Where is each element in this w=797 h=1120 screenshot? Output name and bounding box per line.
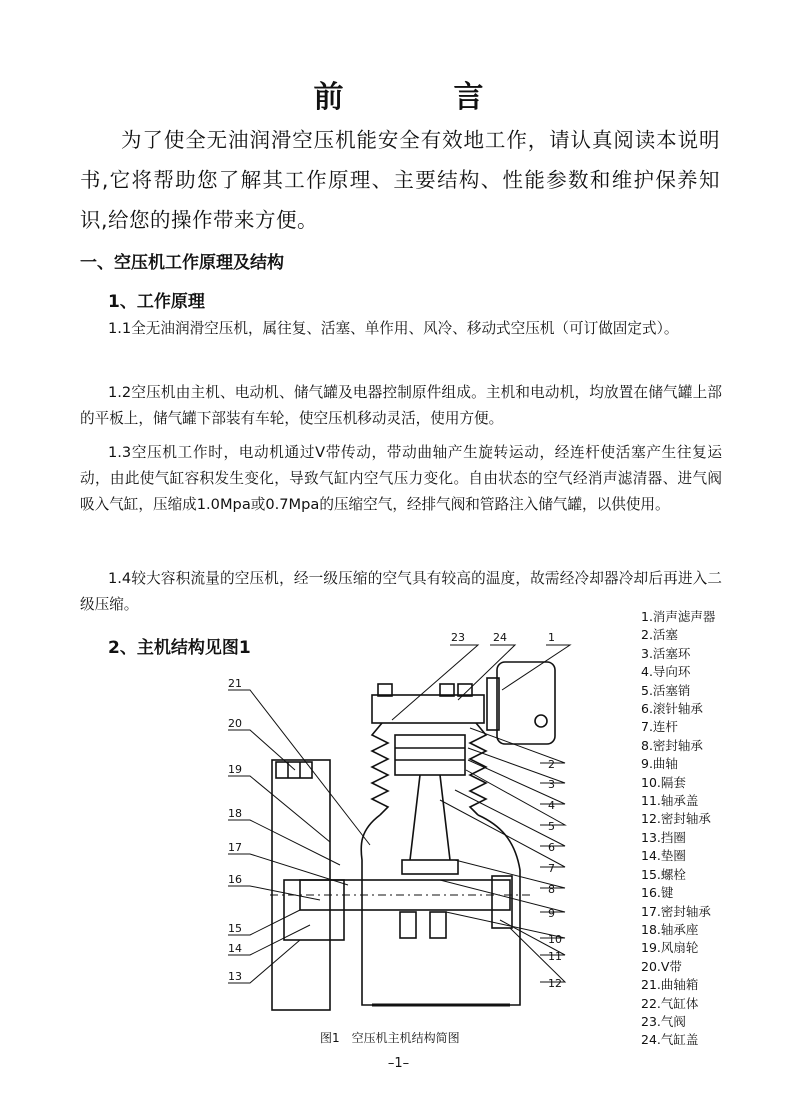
- callout-5: 5: [548, 820, 555, 833]
- legend-item: 3.活塞环: [641, 645, 691, 661]
- callout-2: 2: [548, 758, 555, 771]
- callout-19: 19: [228, 763, 242, 776]
- legend-item: 22.气缸体: [641, 995, 699, 1011]
- legend-item: 11.轴承盖: [641, 793, 699, 809]
- legend-item: 12.密封轴承: [641, 811, 711, 827]
- subsection-heading-principle: 1、工作原理: [108, 292, 205, 312]
- callout-18: 18: [228, 807, 242, 820]
- callout-17: 17: [228, 841, 242, 854]
- piston-shape: [395, 735, 465, 775]
- callout-8: 8: [548, 883, 555, 896]
- page-number: –1–: [387, 1056, 410, 1071]
- legend-item: 4.导向环: [641, 664, 691, 680]
- legend-item: 6.滚针轴承: [641, 701, 703, 717]
- bearing-left-shape: [400, 912, 416, 938]
- callout-9: 9: [548, 907, 555, 920]
- legend-item: 5.活塞销: [641, 682, 691, 698]
- callout-16: 16: [228, 873, 242, 886]
- page-title: 前 言: [313, 80, 524, 115]
- legend-item: 7.连杆: [641, 719, 678, 735]
- section-heading: 一、空压机工作原理及结构: [80, 253, 284, 273]
- callout-10: 10: [548, 933, 562, 946]
- callout-23: 23: [451, 631, 465, 644]
- callout-1: 1: [548, 631, 555, 644]
- parts-legend: [641, 608, 715, 1050]
- legend-item: 18.轴承座: [641, 921, 699, 937]
- callout-7: 7: [548, 862, 555, 875]
- legend-item: 15.螺栓: [641, 866, 686, 882]
- callout-3: 3: [548, 778, 555, 791]
- callout-13: 13: [228, 970, 242, 983]
- legend-item: 19.风扇轮: [641, 940, 699, 956]
- callout-14: 14: [228, 942, 242, 955]
- legend-item: 10.隔套: [641, 774, 686, 790]
- legend-item: 2.活塞: [641, 627, 678, 643]
- legend-item: 9.曲轴: [641, 756, 678, 772]
- v-belt-shape: [276, 762, 312, 778]
- paragraph-1-1: 1.1全无油润滑空压机，属往复、活塞、单作用、风冷、移动式空压机（可订做固定式）。: [108, 320, 679, 337]
- callout-12: 12: [548, 977, 562, 990]
- legend-item: 24.气缸盖: [641, 1032, 699, 1048]
- filter-bolt-shape: [535, 715, 547, 727]
- legend-item: 1.消声滤声器: [641, 609, 716, 624]
- intro-paragraph: 为了使全无油润滑空压机能安全有效地工作，请认真阅读本说明书,它将帮助您了解其工作原理、主要结构、性能参数和维护保养知识,给您的操作带来方便。: [80, 128, 720, 232]
- rod-big-end-shape: [402, 860, 458, 874]
- fan-wheel-shape: [272, 760, 330, 1010]
- paragraph-1-4: 1.4较大容积流量的空压机，经一级压缩的空气具有较高的温度，故需经冷却器冷却后再进入二级压缩。: [80, 570, 722, 613]
- connecting-rod-shape: [410, 775, 450, 860]
- paragraph-1-2: 1.2空压机由主机、电动机、储气罐及电器控制原件组成。主机和电动机，均放置在储气罐上部的平板上，储气罐下部装有车轮，使空压机移动灵活，使用方便。: [80, 384, 722, 427]
- cylinder-fins-left-shape: [372, 723, 388, 815]
- bearing-right-shape: [430, 912, 446, 938]
- callout-6: 6: [548, 841, 555, 854]
- legend-item: 16.键: [641, 885, 674, 901]
- callout-20: 20: [228, 717, 242, 730]
- callout-15: 15: [228, 922, 242, 935]
- callout-21: 21: [228, 677, 242, 690]
- paragraph-1-3: 1.3空压机工作时，电动机通过V带传动，带动曲轴产生旋转运动，经连杆使活塞产生往复运动，由此使气缸容积发生变化，导致气缸内空气压力变化。自由状态的空气经消声滤清器、进气阀吸入气缸，压缩成1.0Mpa或0.7Mpa的压缩空气，经排气阀和管路注入储气罐，以供使用。: [80, 444, 722, 513]
- callout-4: 4: [548, 799, 555, 812]
- legend-item: 17.密封轴承: [641, 903, 711, 919]
- legend-item: 21.曲轴箱: [641, 977, 699, 993]
- bearing-cover-shape: [492, 876, 512, 928]
- figure-caption: 图1 空压机主机结构简图: [320, 1031, 460, 1045]
- legend-item: 13.挡圈: [641, 829, 686, 845]
- callout-24: 24: [493, 631, 507, 644]
- callout-11: 11: [548, 950, 562, 963]
- subsection-heading-structure: 2、主机结构见图1: [108, 638, 251, 658]
- legend-item: 8.密封轴承: [641, 737, 703, 753]
- legend-item: 23.气阀: [641, 1013, 686, 1029]
- cylinder-head-shape: [372, 695, 484, 723]
- legend-item: 14.垫圈: [641, 848, 686, 864]
- legend-item: 20.V带: [641, 958, 682, 974]
